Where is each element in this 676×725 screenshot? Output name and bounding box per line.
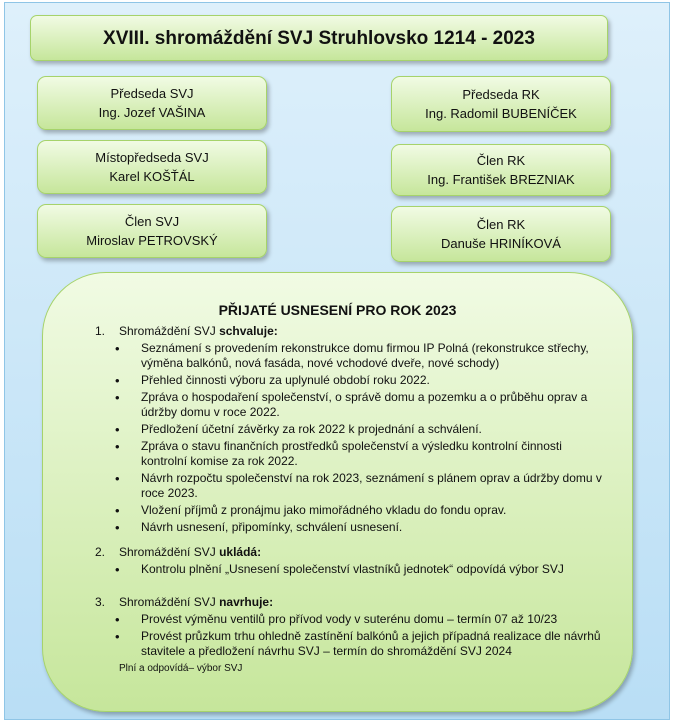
person-name: Ing. Radomil BUBENÍČEK	[425, 106, 577, 121]
role-label: Člen RK	[476, 217, 526, 232]
section-verb: ukládá:	[219, 545, 262, 559]
role-label: Předseda RK	[462, 87, 540, 102]
item-list	[95, 341, 602, 535]
section-assigns	[95, 545, 602, 579]
board-chair-box	[37, 76, 267, 130]
board-vice-chair-box	[37, 140, 267, 194]
section-heading	[95, 545, 602, 560]
person-name: Ing. František BREZNIAK	[427, 172, 575, 187]
section-number: 3.	[95, 595, 106, 609]
list-item: • Návrh rozpočtu společenství na rok 2023, seznámení s plánem oprav a údržby domu v roce 2023.	[141, 471, 602, 501]
list-item: • Seznámení s provedením rekonstrukce domu firmou IP Polná (rekonstrukce střechy, výměna balkónů, nová fasáda, nové vchodové dveře, nové schody)	[141, 341, 602, 371]
list-item: • Vložení příjmů z pronájmu jako mimořádného vkladu do fondu oprav.	[141, 503, 602, 518]
section-proposes	[95, 595, 602, 676]
section-heading	[95, 595, 602, 610]
section-verb: navrhuje:	[219, 595, 274, 609]
audit-member-box-2	[391, 206, 611, 262]
list-item: • Provést průzkum trhu ohledně zastínění balkónů a jejich případná realizace dle návrhů stavitele a předložení návrhu SVJ – termín do shromáždění SVJ 2024	[141, 629, 602, 659]
item-list	[95, 562, 602, 577]
person-name: Danuše HRINÍKOVÁ	[441, 236, 561, 251]
role-label: Člen RK	[476, 153, 526, 168]
section-label: Shromáždění SVJ	[119, 595, 220, 609]
item-list	[95, 612, 602, 659]
section-label: Shromáždění SVJ	[119, 324, 220, 338]
section-approves	[95, 324, 602, 537]
section-label: Shromáždění SVJ	[119, 545, 220, 559]
list-item: • Zpráva o hospodaření společenství, o správě domu a pozemku a o průběhu oprav a údržby domu v roce 2022.	[141, 390, 602, 420]
section-number: 1.	[95, 324, 106, 338]
list-item: • Návrh usnesení, připomínky, schválení usnesení.	[141, 520, 602, 535]
person-name: Ing. Jozef VAŠINA	[98, 105, 206, 120]
audit-member-box-1	[391, 144, 611, 196]
list-item: • Provést výměnu ventilů pro přívod vody v suterénu domu – termín 07 až 10/23	[141, 612, 602, 627]
role-label: Předseda SVJ	[110, 86, 194, 101]
list-item: • Předložení účetní závěrky za rok 2022 k projednání a schválení.	[141, 422, 602, 437]
list-item: • Zpráva o stavu finančních prostředků společenství a výsledku kontrolní činnosti kontrolní komise za rok 2022.	[141, 439, 602, 469]
list-item: • Kontrolu plnění „Usnesení společenství vlastníků jednotek“ odpovídá výbor SVJ	[141, 562, 602, 577]
resolutions-panel	[42, 272, 633, 712]
page-title: XVIII. shromáždění SVJ Struhlovsko 1214 - 2023	[30, 15, 608, 61]
audit-chair-box	[391, 76, 611, 132]
section-number: 2.	[95, 545, 106, 559]
section-verb: schvaluje:	[219, 324, 278, 338]
list-item: • Přehled činnosti výboru za uplynulé období roku 2022.	[141, 373, 602, 388]
role-label: Člen SVJ	[124, 214, 180, 229]
section-heading	[95, 324, 602, 339]
resolutions-heading: PŘIJATÉ USNESENÍ PRO ROK 2023	[218, 302, 457, 318]
person-name: Miroslav PETROVSKÝ	[86, 233, 218, 248]
responsibility-note: Plní a odpovídá– výbor SVJ	[119, 663, 243, 674]
board-member-box	[37, 204, 267, 258]
role-label: Místopředseda SVJ	[95, 150, 209, 165]
person-name: Karel KOŠŤÁL	[109, 169, 195, 184]
